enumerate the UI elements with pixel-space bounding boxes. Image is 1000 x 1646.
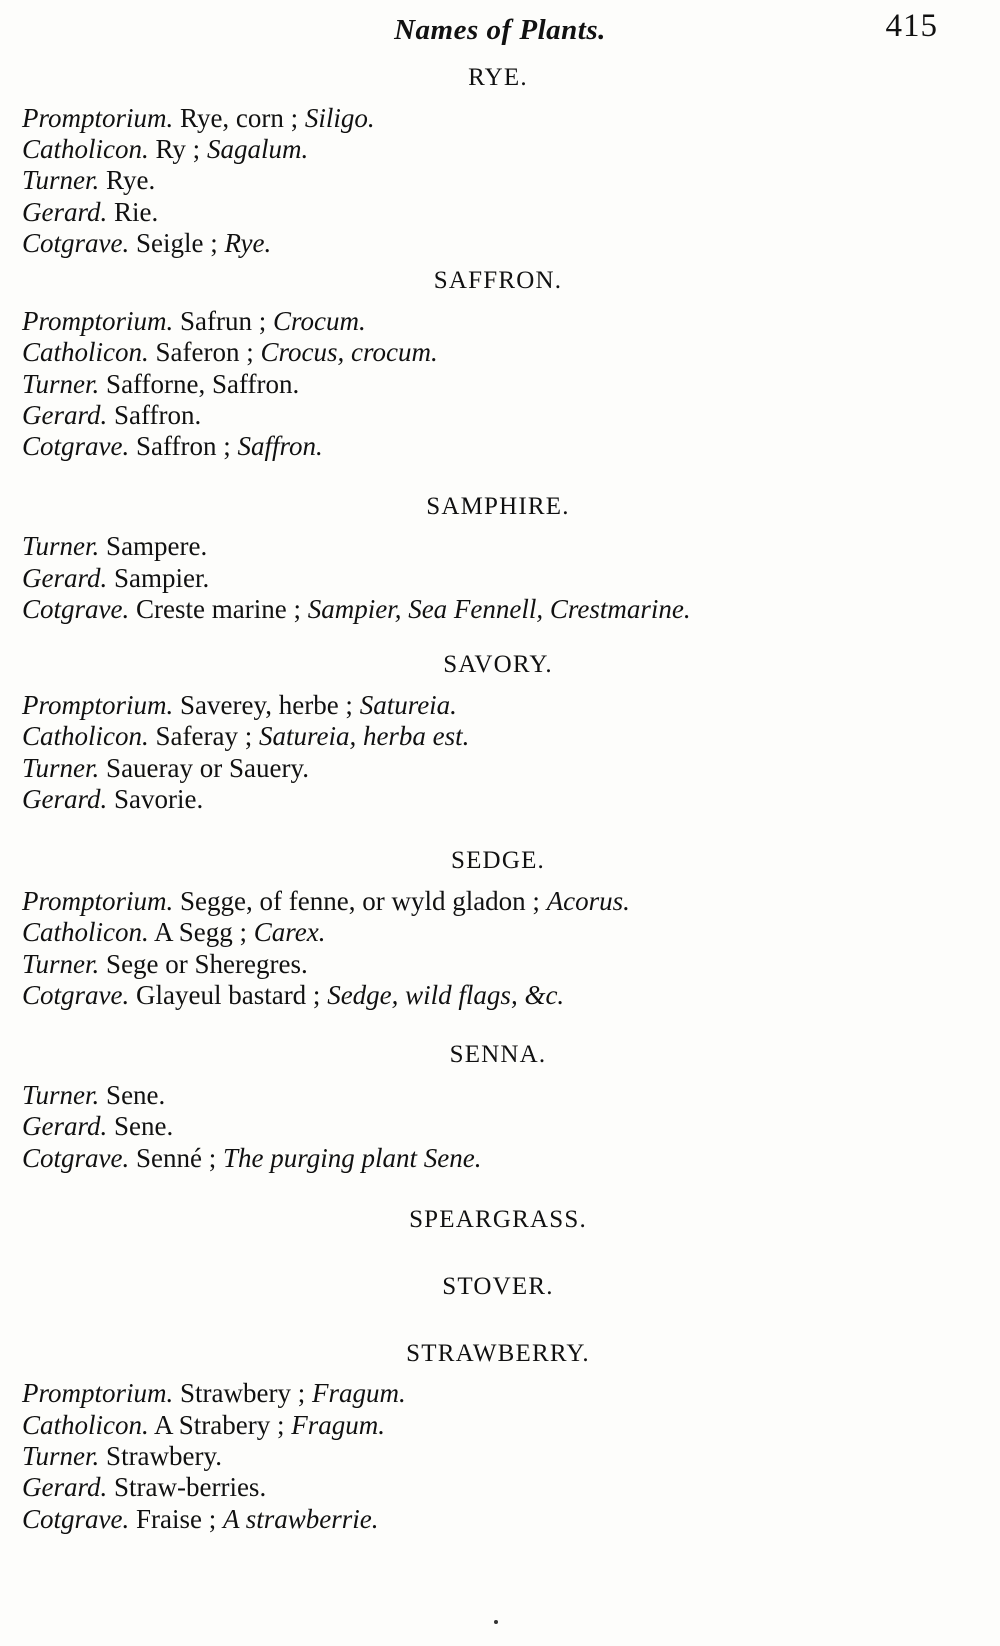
latin-name: Satureia, herba est. [258, 721, 470, 752]
entry-text: Saferon ; [148, 337, 261, 368]
entry-line [22, 337, 978, 368]
latin-name: A strawberrie. [223, 1503, 379, 1534]
source-name: Turner. [22, 531, 100, 562]
entry-text: Saueray or Sauery. [99, 752, 309, 783]
source-name: Promptorium. [22, 690, 174, 721]
entry-spacer [18, 1245, 978, 1273]
entry-text: Straw-berries. [107, 1472, 267, 1503]
source-name: Gerard. [22, 784, 108, 814]
entry-text: Strawbery. [99, 1440, 223, 1471]
entry-heading: SENNA. [449, 1041, 547, 1069]
entry-text: A Strabery ; [148, 1409, 292, 1440]
latin-name: Siligo. [304, 102, 375, 133]
source-name: Turner. [22, 368, 100, 399]
entry-line [22, 1504, 978, 1535]
source-name: Gerard. [22, 1472, 108, 1503]
entry-text: Fraise ; [129, 1503, 223, 1534]
source-name: Catholicon. [22, 1409, 149, 1440]
entry-lines [18, 886, 978, 1011]
source-name: Turner. [22, 1440, 100, 1471]
entry-line [22, 1080, 978, 1111]
source-name: Gerard. [22, 1111, 108, 1142]
entry-text: Sene. [107, 1111, 174, 1142]
entry-lines [18, 531, 978, 625]
latin-name: Fragum. [311, 1378, 406, 1409]
source-name: Promptorium. [22, 306, 174, 337]
entry-text: Sampier. [107, 562, 210, 593]
entry-line [22, 228, 978, 259]
entry-line [22, 165, 978, 196]
source-name: Gerard. [22, 196, 108, 227]
entry-spacer [18, 1312, 978, 1340]
source-name: Gerard. [22, 562, 108, 593]
entry-lines [18, 306, 978, 463]
heading-spacer [18, 93, 978, 103]
entry-text: Rye, corn ; [173, 102, 305, 133]
entry-line [22, 306, 978, 337]
entry-text: Glayeul bastard ; [129, 980, 328, 1010]
entry-line [22, 563, 978, 594]
entry-heading: SAFFRON. [433, 267, 563, 295]
source-name: Cotgrave. [22, 980, 130, 1010]
latin-name: Fragum. [291, 1409, 385, 1440]
entry-line [22, 980, 978, 1011]
latin-name: Sedge, wild flags, &c. [327, 980, 565, 1010]
page-header [40, 0, 960, 64]
entry-heading: RYE. [468, 64, 528, 91]
entry-text: Strawbery ; [173, 1378, 312, 1409]
heading-spacer [18, 680, 978, 690]
entry-line [22, 197, 978, 228]
entry-line [22, 431, 978, 462]
entry-text: Saffron. [107, 400, 202, 430]
source-name: Turner. [22, 752, 100, 783]
entry-line [22, 886, 978, 917]
latin-name: Crocus, crocum. [260, 337, 438, 368]
heading-spacer [18, 296, 978, 306]
entry-heading: STOVER. [442, 1272, 554, 1300]
entry-spacer [18, 259, 978, 267]
entry-line [22, 917, 978, 948]
entry-line [22, 1441, 978, 1472]
entry-line [22, 1472, 978, 1503]
entry-line [22, 1378, 978, 1409]
footer-mark [494, 1620, 498, 1624]
latin-name: Sampier, Sea Fennell, Crestmarine. [307, 594, 691, 624]
entry-text: A Segg ; [148, 917, 254, 948]
entry-text: Segge, of fenne, or wyld gladon ; [173, 886, 547, 917]
plant-entry [18, 267, 978, 462]
entry-line [22, 1111, 978, 1142]
page-number: 415 [885, 8, 938, 44]
plant-entry [18, 64, 978, 259]
plant-entry [18, 1041, 978, 1174]
entry-text: Senné ; [129, 1142, 223, 1173]
entry-line [22, 784, 978, 815]
entry-line [22, 1143, 978, 1174]
source-name: Promptorium. [22, 886, 174, 917]
heading-spacer [18, 1302, 978, 1312]
source-name: Turner. [22, 1080, 100, 1111]
page-body [18, 64, 978, 1535]
source-name: Cotgrave. [22, 1503, 130, 1534]
latin-name: Crocum. [273, 306, 366, 337]
entry-text: Safrun ; [173, 306, 273, 337]
entry-line [22, 400, 978, 431]
entry-spacer [18, 625, 978, 651]
heading-spacer [18, 521, 978, 531]
entry-line [22, 721, 978, 752]
source-name: Turner. [22, 165, 100, 196]
running-title: Names of Plants. [394, 14, 606, 46]
latin-name: Acorus. [546, 886, 630, 917]
entry-text: Seigle ; [129, 228, 225, 258]
heading-spacer [18, 1070, 978, 1080]
entry-text: Rye. [99, 165, 156, 196]
source-name: Catholicon. [22, 134, 149, 165]
source-name: Cotgrave. [22, 594, 130, 624]
entry-line [22, 134, 978, 165]
entry-line [22, 369, 978, 400]
source-name: Promptorium. [22, 1378, 174, 1409]
entry-text: Sampere. [99, 531, 208, 562]
latin-name: The purging plant Sene. [223, 1142, 482, 1173]
source-name: Catholicon. [22, 721, 149, 752]
source-name: Catholicon. [22, 337, 149, 368]
entry-heading: SPEARGRASS. [409, 1206, 587, 1233]
plant-entry [18, 1273, 978, 1312]
plant-entry [18, 1206, 978, 1245]
entry-lines [18, 1080, 978, 1174]
source-name: Turner. [22, 948, 100, 979]
entry-line [22, 949, 978, 980]
entry-spacer [18, 815, 978, 847]
latin-name: Saffron. [237, 431, 323, 462]
source-name: Gerard. [22, 400, 108, 430]
entry-heading: SAMPHIRE. [426, 492, 570, 520]
plant-entry [18, 847, 978, 1011]
entry-line [22, 1410, 978, 1441]
entry-line [22, 594, 978, 625]
source-name: Cotgrave. [22, 228, 130, 258]
latin-name: Sagalum. [206, 134, 309, 165]
entry-spacer [18, 463, 978, 493]
latin-name: Carex. [253, 917, 326, 948]
latin-name: Satureia. [359, 690, 457, 721]
entry-lines [18, 103, 978, 260]
entry-line [22, 690, 978, 721]
entry-text: Rie. [107, 196, 159, 227]
entry-heading: STRAWBERRY. [406, 1339, 590, 1367]
entry-text: Ry ; [148, 134, 207, 165]
plant-entry [18, 493, 978, 626]
entry-line [22, 753, 978, 784]
plant-entry [18, 651, 978, 815]
entry-text: Creste marine ; [129, 594, 308, 624]
entry-line [22, 531, 978, 562]
entry-lines [18, 1378, 978, 1535]
source-name: Cotgrave. [22, 431, 130, 462]
heading-spacer [18, 1368, 978, 1378]
entry-text: Sene. [99, 1080, 166, 1111]
heading-spacer [18, 1235, 978, 1245]
entry-text: Saffron ; [129, 431, 238, 462]
entry-heading: SAVORY. [443, 651, 553, 679]
entry-line [22, 103, 978, 134]
entry-text: Saferay ; [148, 721, 259, 752]
plant-entry [18, 1340, 978, 1535]
source-name: Catholicon. [22, 917, 149, 948]
entry-text: Saverey, herbe ; [173, 690, 360, 721]
entry-spacer [18, 1174, 978, 1206]
latin-name: Rye. [224, 228, 272, 258]
entry-text: Savorie. [107, 784, 204, 814]
heading-spacer [18, 876, 978, 886]
entry-heading: SEDGE. [450, 847, 545, 875]
source-name: Promptorium. [22, 102, 174, 133]
entry-lines [18, 690, 978, 815]
entry-text: Safforne, Saffron. [99, 368, 300, 399]
source-name: Cotgrave. [22, 1142, 130, 1173]
entry-spacer [18, 1011, 978, 1041]
entry-text: Sege or Sheregres. [99, 948, 308, 979]
